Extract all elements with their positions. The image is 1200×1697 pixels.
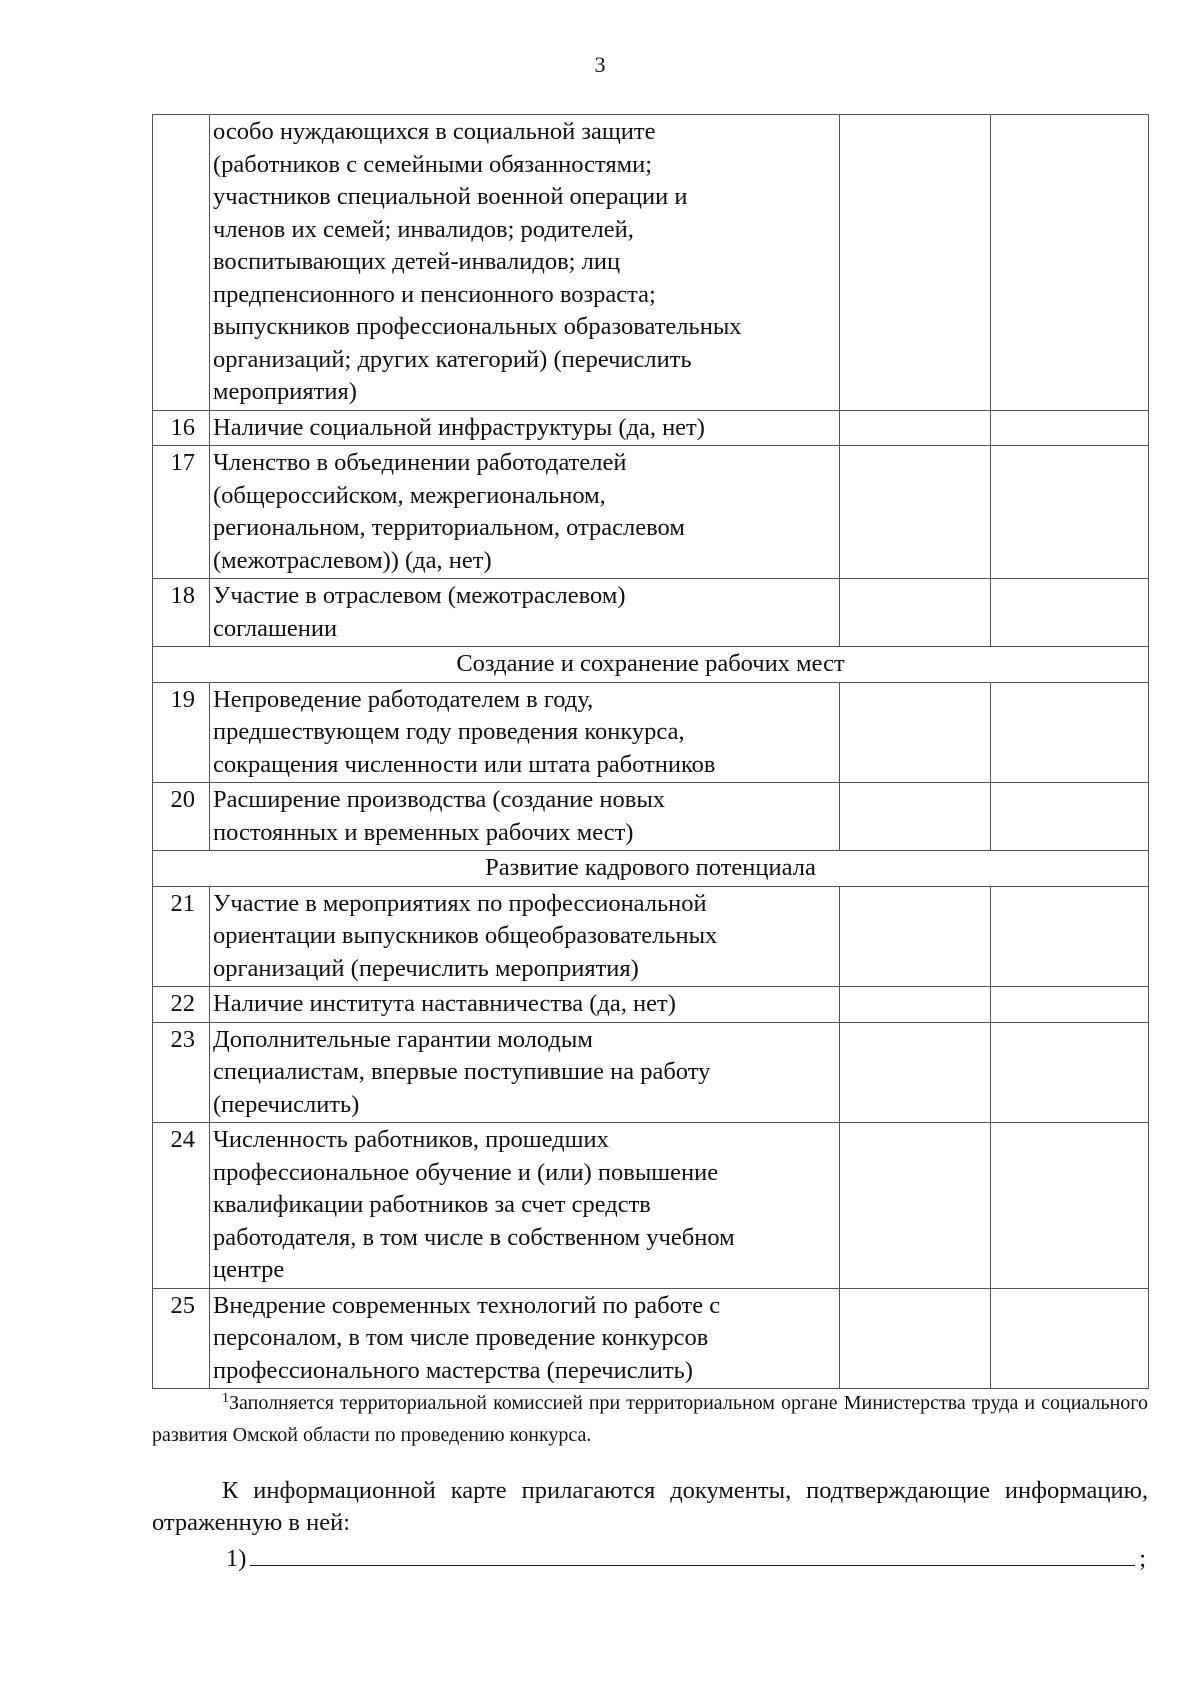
score-cell[interactable] bbox=[991, 410, 1149, 446]
value-cell[interactable] bbox=[840, 115, 991, 411]
value-cell[interactable] bbox=[840, 987, 991, 1023]
score-cell[interactable] bbox=[991, 1123, 1149, 1289]
table-row bbox=[153, 446, 1149, 579]
row-indicator bbox=[210, 886, 840, 987]
indicator-line: региональном, территориальном, отраслевом bbox=[213, 514, 685, 541]
table-row bbox=[153, 410, 1149, 446]
row-number: 24 bbox=[153, 1123, 210, 1289]
row-indicator bbox=[210, 783, 840, 851]
row-indicator bbox=[210, 1022, 840, 1123]
row-indicator bbox=[210, 682, 840, 783]
value-cell[interactable] bbox=[840, 1022, 991, 1123]
indicator-line: Численность работников, прошедших bbox=[213, 1126, 609, 1153]
row-number: 25 bbox=[153, 1288, 210, 1389]
indicator-line: (перечислить) bbox=[213, 1090, 360, 1118]
value-cell[interactable] bbox=[840, 886, 991, 987]
table-row bbox=[153, 987, 1149, 1023]
indicator-line: сокращения численности или штата работников bbox=[213, 750, 716, 778]
indicator-line: Участие в отраслевом (межотраслевом) bbox=[213, 582, 626, 609]
row-number: 23 bbox=[153, 1022, 210, 1123]
row-indicator bbox=[210, 579, 840, 647]
attachments-intro: К информационной карте прилагаются документы, подтверждающие информацию, отраженную в ней: bbox=[152, 1477, 1148, 1536]
table-row bbox=[153, 783, 1149, 851]
indicator-line: центре bbox=[213, 1256, 285, 1283]
indicator-line: Непроведение работодателем в году, bbox=[213, 685, 594, 713]
score-cell[interactable] bbox=[991, 446, 1149, 579]
score-cell[interactable] bbox=[991, 115, 1149, 411]
section-row bbox=[153, 647, 1149, 683]
indicator-line: Участие в мероприятиях по профессиональной bbox=[213, 889, 707, 917]
indicator-line: Внедрение современных технологий по работе с bbox=[213, 1291, 721, 1319]
footnote-text: Заполняется территориальной комиссией при территориальном органе Министерства труда и социального развития Омской области по проведению конкурса. bbox=[152, 1392, 1148, 1446]
row-indicator bbox=[210, 1288, 840, 1389]
indicator-line: членов их семей; инвалидов; родителей, bbox=[213, 215, 634, 243]
section-heading bbox=[153, 851, 1149, 887]
indicator-line: воспитывающих детей-инвалидов; лиц bbox=[213, 248, 621, 275]
indicator-line: профессиональное обучение и (или) повышение bbox=[213, 1158, 719, 1186]
indicator-line: специалистам, впервые поступившие на работу bbox=[213, 1058, 711, 1085]
score-cell[interactable] bbox=[991, 579, 1149, 647]
row-number: 17 bbox=[153, 446, 210, 579]
value-cell[interactable] bbox=[840, 410, 991, 446]
row-number: 21 bbox=[153, 886, 210, 987]
indicator-line: участников специальной военной операции и bbox=[213, 183, 688, 210]
value-cell[interactable] bbox=[840, 446, 991, 579]
table-row bbox=[153, 682, 1149, 783]
row-number: 18 bbox=[153, 579, 210, 647]
indicator-line: предпенсионного и пенсионного возраста; bbox=[213, 280, 656, 308]
score-cell[interactable] bbox=[991, 987, 1149, 1023]
table-row bbox=[153, 886, 1149, 987]
indicator-line: организаций; других категорий) (перечислить bbox=[213, 345, 692, 373]
attachment-item-1 bbox=[226, 1543, 1146, 1575]
value-cell[interactable] bbox=[840, 682, 991, 783]
attachment-blank-line[interactable] bbox=[250, 1543, 1135, 1566]
score-cell[interactable] bbox=[991, 1288, 1149, 1389]
table-row bbox=[153, 1022, 1149, 1123]
indicator-line: мероприятия) bbox=[213, 378, 357, 405]
indicator-line: соглашении bbox=[213, 614, 338, 642]
indicator-line: Расширение производства (создание новых bbox=[213, 786, 666, 813]
indicator-line: (работников с семейными обязанностями; bbox=[213, 150, 653, 178]
score-cell[interactable] bbox=[991, 1022, 1149, 1123]
table-row bbox=[153, 1288, 1149, 1389]
information-card-table bbox=[152, 114, 1149, 1389]
indicator-line: Членство в объединении работодателей bbox=[213, 449, 627, 476]
row-number: 19 bbox=[153, 682, 210, 783]
indicator-line: квалификации работников за счет средств bbox=[213, 1191, 651, 1218]
section-heading-text: Создание и сохранение рабочих мест bbox=[456, 650, 845, 677]
row-indicator bbox=[210, 446, 840, 579]
indicator-line: профессионального мастерства (перечислить) bbox=[213, 1356, 693, 1384]
score-cell[interactable] bbox=[991, 886, 1149, 987]
row-number bbox=[153, 115, 210, 411]
indicator-line: Наличие института наставничества (да, нет) bbox=[213, 990, 676, 1017]
row-indicator bbox=[210, 410, 840, 446]
indicator-line: (общероссийском, межрегиональном, bbox=[213, 481, 606, 509]
row-indicator bbox=[210, 987, 840, 1023]
row-number: 22 bbox=[153, 987, 210, 1023]
row-indicator bbox=[210, 1123, 840, 1289]
section-heading bbox=[153, 647, 1149, 683]
page-number: 3 bbox=[594, 52, 606, 77]
footnote bbox=[152, 1387, 1148, 1451]
indicator-line: работодателя, в том числе в собственном учебном bbox=[213, 1223, 735, 1251]
row-indicator bbox=[210, 115, 840, 411]
score-cell[interactable] bbox=[991, 682, 1149, 783]
indicator-line: Наличие социальной инфраструктуры (да, нет) bbox=[213, 413, 705, 441]
attachment-item-end: ; bbox=[1139, 1545, 1146, 1572]
value-cell[interactable] bbox=[840, 1123, 991, 1289]
section-heading-text: Развитие кадрового потенциала bbox=[485, 854, 816, 881]
indicator-line: (межотраслевом)) (да, нет) bbox=[213, 546, 492, 574]
row-number: 16 bbox=[153, 410, 210, 446]
indicator-line: Дополнительные гарантии молодым bbox=[213, 1025, 593, 1053]
indicator-line: выпускников профессиональных образовательных bbox=[213, 313, 742, 340]
table-row bbox=[153, 579, 1149, 647]
section-row bbox=[153, 851, 1149, 887]
value-cell[interactable] bbox=[840, 783, 991, 851]
table-row bbox=[153, 1123, 1149, 1289]
indicator-line: предшествующем году проведения конкурса, bbox=[213, 718, 685, 745]
table-row bbox=[153, 115, 1149, 411]
value-cell[interactable] bbox=[840, 579, 991, 647]
indicator-line: организаций (перечислить мероприятия) bbox=[213, 954, 639, 982]
attachment-item-label: 1) bbox=[226, 1545, 247, 1572]
indicator-line: постоянных и временных рабочих мест) bbox=[213, 818, 634, 846]
footnote-mark: 1 bbox=[222, 1391, 229, 1406]
row-number: 20 bbox=[153, 783, 210, 851]
value-cell[interactable] bbox=[840, 1288, 991, 1389]
indicator-line: персоналом, в том числе проведение конкурсов bbox=[213, 1324, 709, 1351]
score-cell[interactable] bbox=[991, 783, 1149, 851]
indicator-line: ориентации выпускников общеобразовательных bbox=[213, 922, 718, 949]
indicator-line: особо нуждающихся в социальной защите bbox=[213, 118, 656, 145]
